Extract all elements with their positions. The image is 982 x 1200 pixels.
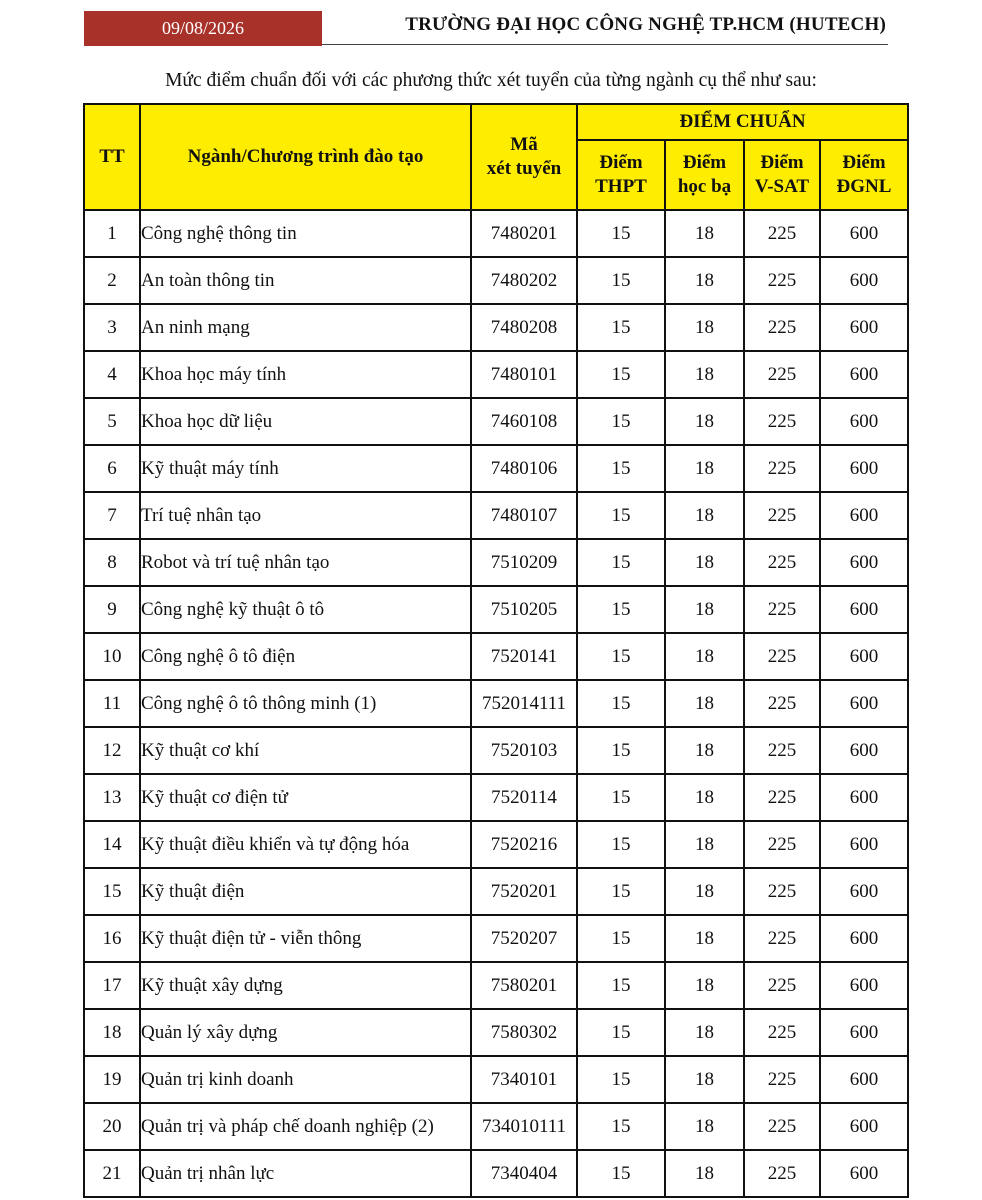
score-dgnl: 600 xyxy=(820,1056,908,1103)
program-name: Khoa học dữ liệu xyxy=(140,398,471,445)
admission-code: 7480208 xyxy=(471,304,577,351)
row-number: 7 xyxy=(84,492,140,539)
row-number: 6 xyxy=(84,445,140,492)
admission-code: 7480201 xyxy=(471,210,577,257)
score-vsat: 225 xyxy=(744,445,820,492)
score-hocba: 18 xyxy=(665,1150,744,1197)
header-dgnl-line2: ĐGNL xyxy=(836,176,892,197)
table-header-row xyxy=(84,104,908,140)
score-thpt: 15 xyxy=(577,586,665,633)
score-hocba: 18 xyxy=(665,1056,744,1103)
score-vsat: 225 xyxy=(744,1103,820,1150)
header-dgnl-line1: Điểm xyxy=(842,152,886,173)
score-dgnl: 600 xyxy=(820,1009,908,1056)
program-name: Quản trị và pháp chế doanh nghiệp (2) xyxy=(140,1103,471,1150)
score-thpt: 15 xyxy=(577,1056,665,1103)
score-thpt: 15 xyxy=(577,445,665,492)
table-row xyxy=(84,210,908,257)
row-number: 21 xyxy=(84,1150,140,1197)
header-score-group: ĐIỂM CHUẨN xyxy=(577,104,908,140)
score-dgnl: 600 xyxy=(820,539,908,586)
school-name: TRƯỜNG ĐẠI HỌC CÔNG NGHỆ TP.HCM (HUTECH) xyxy=(405,14,886,35)
score-vsat: 225 xyxy=(744,351,820,398)
score-hocba: 18 xyxy=(665,257,744,304)
header-hocba-line1: Điểm xyxy=(682,152,727,173)
header-divider xyxy=(322,44,888,45)
row-number: 17 xyxy=(84,962,140,1009)
score-vsat: 225 xyxy=(744,727,820,774)
table-row xyxy=(84,727,908,774)
score-hocba: 18 xyxy=(665,210,744,257)
score-dgnl: 600 xyxy=(820,492,908,539)
header-thpt-line1: Điểm xyxy=(599,152,643,173)
score-hocba: 18 xyxy=(665,304,744,351)
admission-code: 7340101 xyxy=(471,1056,577,1103)
intro-text: Mức điểm chuẩn đối với các phương thức xét tuyển của từng ngành cụ thể như sau: xyxy=(165,70,817,91)
score-thpt: 15 xyxy=(577,774,665,821)
score-hocba: 18 xyxy=(665,633,744,680)
program-name: Kỹ thuật điện tử - viễn thông xyxy=(140,915,471,962)
score-thpt: 15 xyxy=(577,633,665,680)
table-row xyxy=(84,915,908,962)
program-name: Kỹ thuật xây dựng xyxy=(140,962,471,1009)
program-name: Quản trị kinh doanh xyxy=(140,1056,471,1103)
score-dgnl: 600 xyxy=(820,821,908,868)
header-dgnl xyxy=(820,140,908,210)
score-hocba: 18 xyxy=(665,821,744,868)
admission-score-table xyxy=(83,103,909,1198)
score-thpt: 15 xyxy=(577,727,665,774)
score-thpt: 15 xyxy=(577,539,665,586)
program-name: Công nghệ ô tô thông minh (1) xyxy=(140,680,471,727)
score-vsat: 225 xyxy=(744,586,820,633)
score-dgnl: 600 xyxy=(820,398,908,445)
header-date: 09/08/2026 xyxy=(84,11,322,46)
score-vsat: 225 xyxy=(744,962,820,1009)
score-vsat: 225 xyxy=(744,915,820,962)
score-vsat: 225 xyxy=(744,304,820,351)
table-row xyxy=(84,351,908,398)
program-name: Quản trị nhân lực xyxy=(140,1150,471,1197)
score-dgnl: 600 xyxy=(820,304,908,351)
score-vsat: 225 xyxy=(744,821,820,868)
score-dgnl: 600 xyxy=(820,445,908,492)
score-hocba: 18 xyxy=(665,1009,744,1056)
score-dgnl: 600 xyxy=(820,210,908,257)
program-name: Kỹ thuật điều khiển và tự động hóa xyxy=(140,821,471,868)
row-number: 18 xyxy=(84,1009,140,1056)
score-hocba: 18 xyxy=(665,539,744,586)
score-thpt: 15 xyxy=(577,210,665,257)
program-name: Khoa học máy tính xyxy=(140,351,471,398)
table-row xyxy=(84,774,908,821)
row-number: 4 xyxy=(84,351,140,398)
admission-code: 7340404 xyxy=(471,1150,577,1197)
table-row xyxy=(84,1103,908,1150)
table-row xyxy=(84,304,908,351)
program-name: Quản lý xây dựng xyxy=(140,1009,471,1056)
table-row xyxy=(84,962,908,1009)
admission-code: 7520141 xyxy=(471,633,577,680)
admission-code: 7480107 xyxy=(471,492,577,539)
admission-code: 7480106 xyxy=(471,445,577,492)
admission-code: 7520114 xyxy=(471,774,577,821)
table-row xyxy=(84,633,908,680)
header-vsat xyxy=(744,140,820,210)
header-thpt xyxy=(577,140,665,210)
score-dgnl: 600 xyxy=(820,774,908,821)
score-thpt: 15 xyxy=(577,680,665,727)
score-hocba: 18 xyxy=(665,680,744,727)
score-hocba: 18 xyxy=(665,727,744,774)
table-row xyxy=(84,1009,908,1056)
score-thpt: 15 xyxy=(577,304,665,351)
score-dgnl: 600 xyxy=(820,680,908,727)
program-name: Kỹ thuật điện xyxy=(140,868,471,915)
row-number: 15 xyxy=(84,868,140,915)
score-dgnl: 600 xyxy=(820,1150,908,1197)
score-dgnl: 600 xyxy=(820,633,908,680)
table-row xyxy=(84,257,908,304)
score-dgnl: 600 xyxy=(820,727,908,774)
admission-code: 7520201 xyxy=(471,868,577,915)
header-thpt-line2: THPT xyxy=(595,176,647,197)
admission-code: 7520216 xyxy=(471,821,577,868)
score-dgnl: 600 xyxy=(820,1103,908,1150)
score-vsat: 225 xyxy=(744,1009,820,1056)
program-name: Công nghệ thông tin xyxy=(140,210,471,257)
score-hocba: 18 xyxy=(665,351,744,398)
score-thpt: 15 xyxy=(577,351,665,398)
score-vsat: 225 xyxy=(744,210,820,257)
program-name: Kỹ thuật cơ điện tử xyxy=(140,774,471,821)
row-number: 8 xyxy=(84,539,140,586)
header-hocba-line2: học bạ xyxy=(677,176,732,197)
score-dgnl: 600 xyxy=(820,351,908,398)
table-row xyxy=(84,539,908,586)
row-number: 16 xyxy=(84,915,140,962)
table-row xyxy=(84,1150,908,1197)
admission-code: 7520103 xyxy=(471,727,577,774)
score-hocba: 18 xyxy=(665,1103,744,1150)
admission-code: 752014111 xyxy=(471,680,577,727)
score-vsat: 225 xyxy=(744,680,820,727)
score-vsat: 225 xyxy=(744,1056,820,1103)
score-thpt: 15 xyxy=(577,398,665,445)
score-vsat: 225 xyxy=(744,539,820,586)
table-row xyxy=(84,586,908,633)
header-code-line2: xét tuyển xyxy=(486,158,562,179)
score-thpt: 15 xyxy=(577,1009,665,1056)
row-number: 10 xyxy=(84,633,140,680)
score-thpt: 15 xyxy=(577,1150,665,1197)
program-name: Kỹ thuật máy tính xyxy=(140,445,471,492)
admission-code: 7580201 xyxy=(471,962,577,1009)
program-name: Công nghệ kỹ thuật ô tô xyxy=(140,586,471,633)
score-thpt: 15 xyxy=(577,962,665,1009)
score-hocba: 18 xyxy=(665,398,744,445)
row-number: 5 xyxy=(84,398,140,445)
score-thpt: 15 xyxy=(577,821,665,868)
table-row xyxy=(84,868,908,915)
score-vsat: 225 xyxy=(744,492,820,539)
admission-code: 7520207 xyxy=(471,915,577,962)
header-admission-code xyxy=(471,104,577,210)
program-name: Kỹ thuật cơ khí xyxy=(140,727,471,774)
score-hocba: 18 xyxy=(665,915,744,962)
program-name: Công nghệ ô tô điện xyxy=(140,633,471,680)
table-row xyxy=(84,398,908,445)
row-number: 3 xyxy=(84,304,140,351)
header-vsat-line2: V-SAT xyxy=(754,176,810,197)
score-hocba: 18 xyxy=(665,586,744,633)
row-number: 14 xyxy=(84,821,140,868)
table-row xyxy=(84,445,908,492)
program-name: An toàn thông tin xyxy=(140,257,471,304)
score-dgnl: 600 xyxy=(820,962,908,1009)
score-vsat: 225 xyxy=(744,257,820,304)
row-number: 2 xyxy=(84,257,140,304)
admission-code: 7480202 xyxy=(471,257,577,304)
table-row xyxy=(84,492,908,539)
admission-code: 7480101 xyxy=(471,351,577,398)
table-body xyxy=(84,210,908,1197)
row-number: 13 xyxy=(84,774,140,821)
score-vsat: 225 xyxy=(744,633,820,680)
score-thpt: 15 xyxy=(577,257,665,304)
table-row xyxy=(84,821,908,868)
header-tt: TT xyxy=(84,104,140,210)
score-thpt: 15 xyxy=(577,915,665,962)
header-program-name: Ngành/Chương trình đào tạo xyxy=(140,104,471,210)
header-code-line1: Mã xyxy=(510,134,538,155)
admission-code: 7510209 xyxy=(471,539,577,586)
score-thpt: 15 xyxy=(577,868,665,915)
score-hocba: 18 xyxy=(665,774,744,821)
admission-code: 7460108 xyxy=(471,398,577,445)
score-dgnl: 600 xyxy=(820,868,908,915)
score-hocba: 18 xyxy=(665,492,744,539)
row-number: 19 xyxy=(84,1056,140,1103)
score-dgnl: 600 xyxy=(820,586,908,633)
score-vsat: 225 xyxy=(744,398,820,445)
score-vsat: 225 xyxy=(744,774,820,821)
score-thpt: 15 xyxy=(577,492,665,539)
program-name: An ninh mạng xyxy=(140,304,471,351)
row-number: 20 xyxy=(84,1103,140,1150)
row-number: 11 xyxy=(84,680,140,727)
header-vsat-line1: Điểm xyxy=(760,152,804,173)
score-hocba: 18 xyxy=(665,445,744,492)
table-row xyxy=(84,1056,908,1103)
admission-code: 7510205 xyxy=(471,586,577,633)
score-vsat: 225 xyxy=(744,1150,820,1197)
row-number: 1 xyxy=(84,210,140,257)
score-hocba: 18 xyxy=(665,868,744,915)
admission-code: 734010111 xyxy=(471,1103,577,1150)
score-vsat: 225 xyxy=(744,868,820,915)
score-thpt: 15 xyxy=(577,1103,665,1150)
table-row xyxy=(84,680,908,727)
row-number: 9 xyxy=(84,586,140,633)
row-number: 12 xyxy=(84,727,140,774)
program-name: Trí tuệ nhân tạo xyxy=(140,492,471,539)
score-dgnl: 600 xyxy=(820,915,908,962)
admission-code: 7580302 xyxy=(471,1009,577,1056)
score-dgnl: 600 xyxy=(820,257,908,304)
header-hocba xyxy=(665,140,744,210)
score-hocba: 18 xyxy=(665,962,744,1009)
program-name: Robot và trí tuệ nhân tạo xyxy=(140,539,471,586)
